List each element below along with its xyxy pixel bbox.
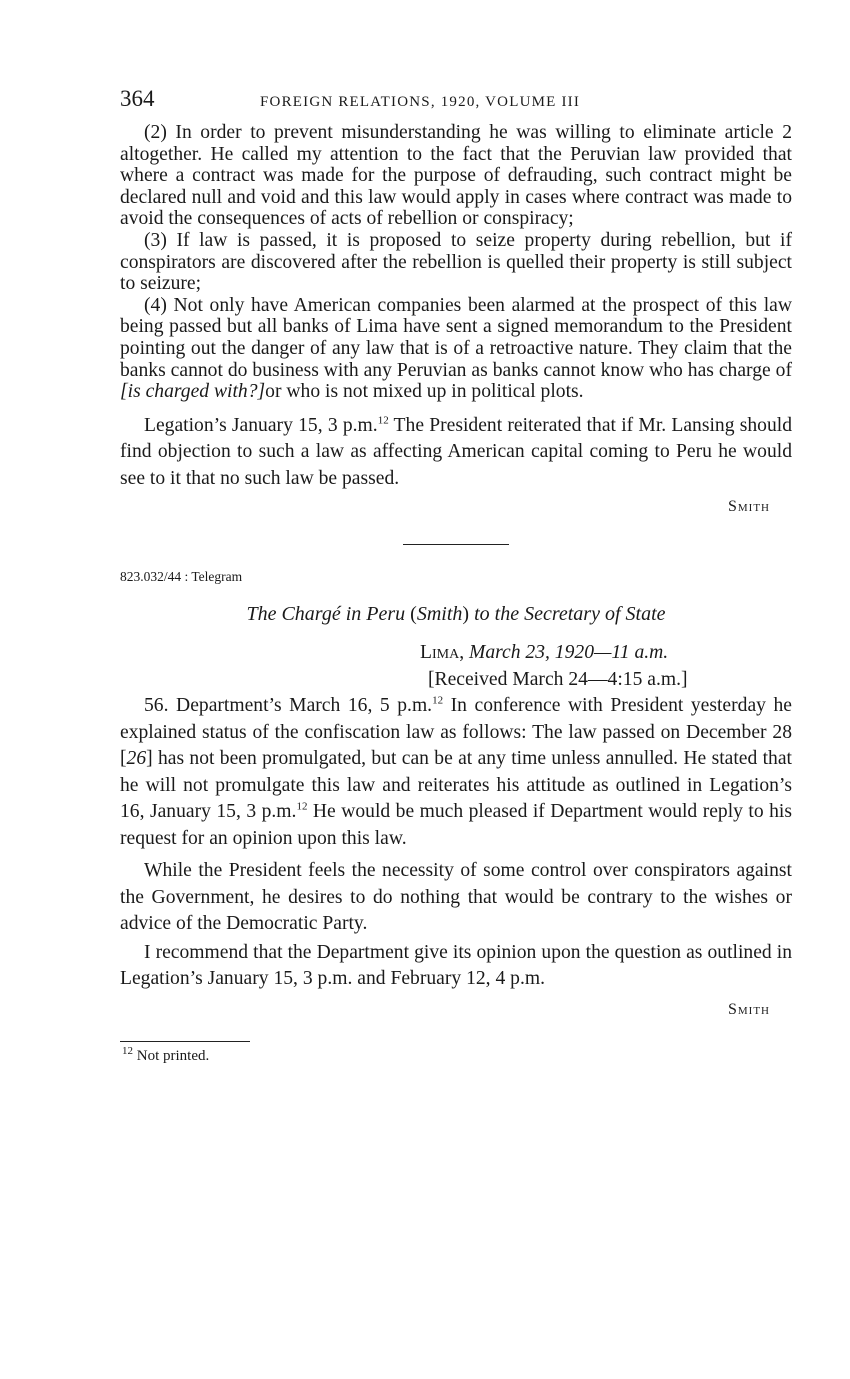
dateline: Lima, March 23, 1920—11 a.m. [420,642,669,664]
page [120,86,792,1065]
heading-part-c: to the Secretary of State [469,603,666,626]
signature: Smith [727,498,770,516]
place: Lima [420,642,460,664]
heading-part-a: The Chargé in Peru [246,603,411,626]
page-header [120,86,792,112]
paragraph-4-text: (4) Not only have American companies been alarmed at the prospect of this law being passed but all banks of Lima have sent a signed memorandum to the President pointing out the danger of any law that is of a retroactive nature. They claim that the banks cannot do business with any Peruvian as banks cannot know who has charge of [120,294,792,381]
paragraph-5-start: Legation’s January 15, 3 p.m. [144,414,378,436]
document-heading: The Chargé in Peru (Smith) to the Secretary of State [246,603,666,626]
page-number: 364 [120,86,155,111]
paragraph-4 [120,295,792,403]
second-document [120,569,792,1019]
file-reference: 823.032/44 : Telegram [120,569,243,585]
telegram-p1-a: 56. Department’s March 16, 5 p.m. [144,695,433,717]
date: March 23, 1920—11 a.m. [469,642,669,664]
telegram-p1-c: ] has not been promulgated, but can be at any time unless annulled. He stated that he will not promulgate this law and reiterates his attitude as outlined in Legation’s 16, January 15, 3 p.m. [120,748,792,823]
section-divider [403,544,509,545]
heading-name: Smith [416,603,463,626]
telegram-paragraph-1 [120,693,792,852]
paragraph-4-end: or who is not mixed up in political plots. [265,381,584,403]
paragraph-5 [120,413,792,493]
telegram-paragraph-3: I recommend that the Department give its opinion upon the question as outlined in Legation’s January 15, 3 p.m. and February 12, 4 p.m. [120,941,792,990]
paragraph-3: (3) If law is passed, it is proposed to seize property during rebellion, but if conspirators are discovered after the rebellion is quelled their property is still subject to seizure; [120,229,792,295]
running-head: FOREIGN RELATIONS, 1920, VOLUME III [260,94,581,110]
telegram-p1-d: He would be much pleased if Department would reply to his request for an opinion upon this law. [120,801,793,849]
received-line: [Received March 24—4:15 a.m.] [428,668,688,690]
footnote-ref: 12 [377,414,389,427]
footnote-ref: 12 [432,694,444,707]
footnote-text: Not printed. [133,1047,210,1064]
telegram-paragraph-2: While the President feels the necessity of some control over conspirators against the Government, he desires to do nothing that would be contrary to the wishes or advice of the Democratic Party. [120,860,792,935]
footnote [122,1044,792,1065]
footnote-mark: 12 [122,1044,133,1057]
first-document [120,122,792,516]
telegram-p1-b: In conference with President yesterday he explained status of the confiscation law as follows: The law passed on December 28 [ [120,695,792,770]
telegram-p1-italic: 26 [126,748,147,770]
paragraph-2: (2) In order to prevent misunderstanding he was willing to eliminate article 2 altogether. He called my attention to the fact that the Peruvian law provided that where a contract was made for the purpose of defrauding, such contract might be declared null and void and this law would apply in cases where contract was made to avoid the consequences of acts of rebellion or conspiracy; [120,122,792,230]
paragraph-4-editorial: [is charged with?] [120,381,266,403]
paragraph-5-rest: The President reiterated that if Mr. Lansing should find objection to such a law as affecting American capital coming to Peru he would see to it that no such law be passed. [120,414,792,489]
signature: Smith [727,1000,770,1018]
footnote-ref: 12 [296,800,308,813]
footnote-rule [120,1041,250,1042]
